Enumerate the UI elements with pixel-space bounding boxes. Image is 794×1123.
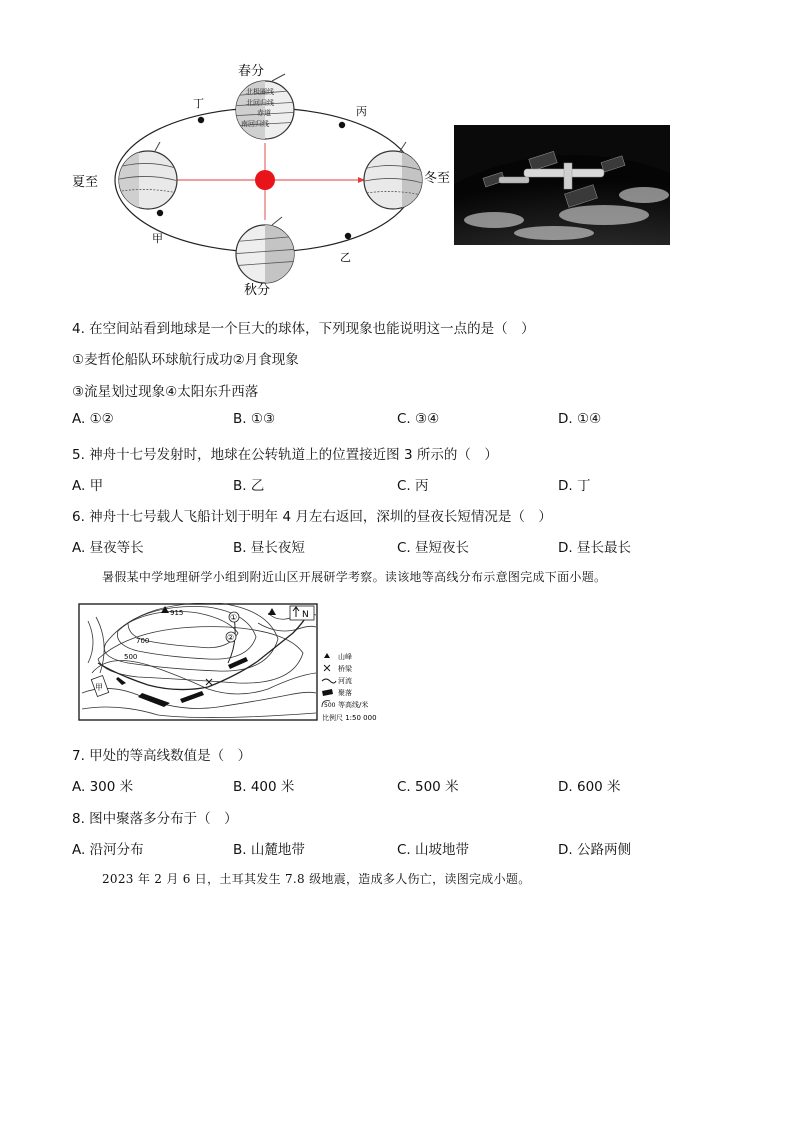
label-winter: 冬至 xyxy=(424,171,451,186)
q6-stem: 6. 神舟十七号载人飞船计划于明年 4 月左右返回，深圳的昼夜长短情况是（ ） xyxy=(72,509,552,525)
label-bing: 丙 xyxy=(356,105,367,118)
label-ding: 丁 xyxy=(193,97,204,110)
svg-text:河流: 河流 xyxy=(338,677,352,685)
svg-text:N: N xyxy=(302,610,309,620)
globe-autumn xyxy=(230,217,300,283)
label-autumn: 秋分 xyxy=(244,283,271,298)
q4-option-c: C. ③④ xyxy=(397,411,440,427)
q4-stem: 4. 在空间站看到地球是一个巨大的球体，下列现象也能说明这一点的是（ ） xyxy=(72,321,535,337)
label-summer: 夏至 xyxy=(72,175,99,190)
contour-legend xyxy=(322,652,377,722)
earth-orbit-diagram xyxy=(60,58,460,303)
svg-text:等高线/米: 等高线/米 xyxy=(338,701,369,709)
q7-option-b: B. 400 米 xyxy=(233,779,295,795)
svg-text:500: 500 xyxy=(124,653,138,661)
svg-text:聚落: 聚落 xyxy=(338,689,352,697)
svg-text:①: ① xyxy=(230,613,238,622)
sun xyxy=(255,170,275,190)
svg-text:比例尺 1:50 000: 比例尺 1:50 000 xyxy=(322,714,377,722)
intro-earthquake-section: 2023 年 2 月 6 日，土耳其发生 7.8 级地震，造成多人伤亡，读图完成小题。 xyxy=(102,872,531,886)
q4-option-a: A. ①② xyxy=(72,411,114,427)
q7-option-d: D. 600 米 xyxy=(558,779,621,795)
svg-text:南回归线: 南回归线 xyxy=(241,120,269,128)
intro-contour-section: 暑假某中学地理研学小组到附近山区开展研学考察。读该地等高线分布示意图完成下面小题。 xyxy=(102,570,607,584)
q8-option-b: B. 山麓地带 xyxy=(233,842,305,858)
globe-summer xyxy=(115,142,182,209)
globe-spring xyxy=(230,74,300,139)
q8-option-d: D. 公路两侧 xyxy=(558,842,631,858)
svg-text:700: 700 xyxy=(136,637,150,645)
globe-winter xyxy=(360,142,426,209)
q7-stem: 7. 甲处的等高线数值是（ ） xyxy=(72,748,252,764)
svg-text:500: 500 xyxy=(324,702,336,709)
label-yi: 乙 xyxy=(340,251,351,264)
label-spring: 春分 xyxy=(238,64,265,79)
svg-text:北极圈线: 北极圈线 xyxy=(246,88,274,96)
q8-stem: 8. 图中聚落多分布于（ ） xyxy=(72,811,238,827)
q6-option-c: C. 昼短夜长 xyxy=(397,540,470,556)
q4-statements-line2: ③流星划过现象④太阳东升西落 xyxy=(72,384,259,400)
q4-statements-line1: ①麦哲伦船队环球航行成功②月食现象 xyxy=(72,352,299,368)
q6-option-b: B. 昼长夜短 xyxy=(233,540,305,556)
q7-option-c: C. 500 米 xyxy=(397,779,459,795)
svg-text:915: 915 xyxy=(170,609,184,617)
q5-option-a: A. 甲 xyxy=(72,478,104,494)
q5-option-b: B. 乙 xyxy=(233,478,265,494)
contour-map xyxy=(78,603,388,725)
svg-text:山峰: 山峰 xyxy=(338,653,352,661)
q5-option-d: D. 丁 xyxy=(558,478,591,494)
svg-text:北回归线: 北回归线 xyxy=(246,99,274,107)
space-station-photo xyxy=(454,125,670,245)
label-jia: 甲 xyxy=(152,232,163,245)
svg-text:②: ② xyxy=(227,633,235,642)
svg-text:赤道: 赤道 xyxy=(257,109,271,117)
q5-stem: 5. 神舟十七号发射时，地球在公转轨道上的位置接近图 3 所示的（ ） xyxy=(72,447,498,463)
q6-option-a: A. 昼夜等长 xyxy=(72,540,144,556)
svg-text:甲: 甲 xyxy=(95,683,103,692)
q6-option-d: D. 昼长最长 xyxy=(558,540,631,556)
q8-option-a: A. 沿河分布 xyxy=(72,842,144,858)
q4-option-d: D. ①④ xyxy=(558,411,602,427)
q4-option-b: B. ①③ xyxy=(233,411,276,427)
svg-text:桥梁: 桥梁 xyxy=(338,665,352,673)
q7-option-a: A. 300 米 xyxy=(72,779,134,795)
q5-option-c: C. 丙 xyxy=(397,478,429,494)
q8-option-c: C. 山坡地带 xyxy=(397,842,470,858)
